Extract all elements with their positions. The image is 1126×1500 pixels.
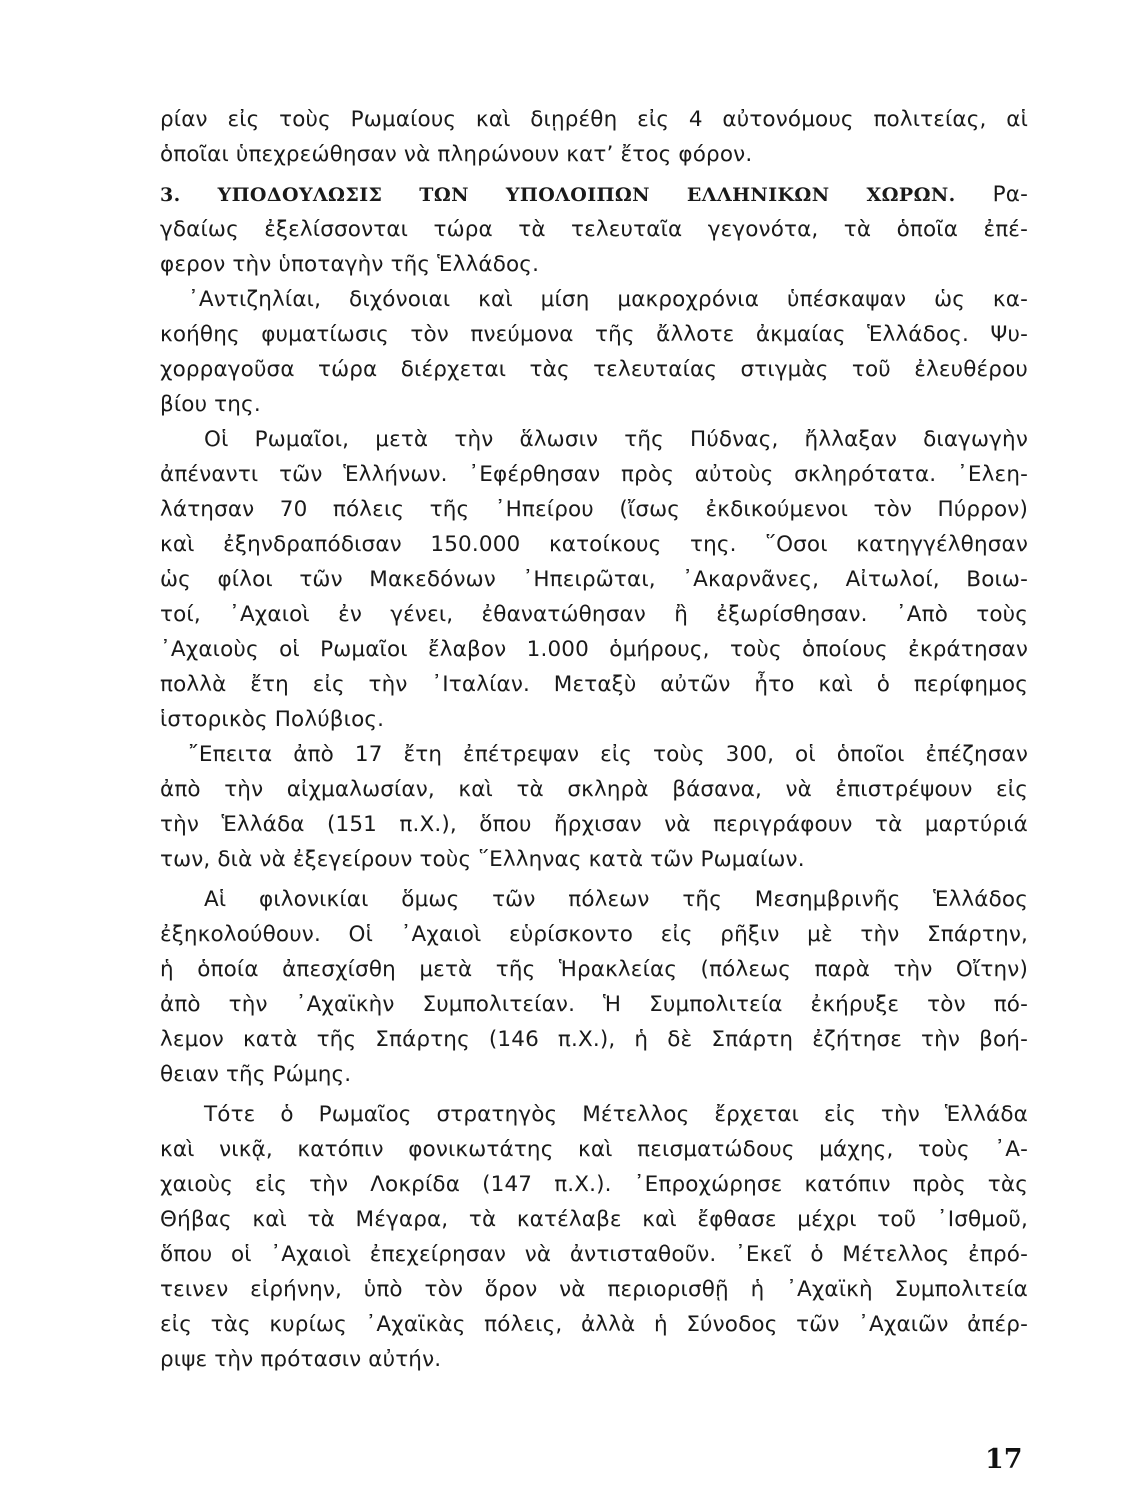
text-line: των, διὰ νὰ ἐξεγείρουν τοὺς ῞Ελληνας κατὰ τῶν Ρωμαίων. — [160, 847, 805, 872]
text-line: Τότε ὁ Ρωμαῖος στρατηγὸς Μέτελλος ἔρχεται εἰς τὴν Ἑλλάδα — [204, 1102, 1028, 1127]
section-heading: 3. ΥΠΟΔΟΥΛΩΣΙΣ ΤΩΝ ΥΠΟΛΟΙΠΩΝ ΕΛΛΗΝΙΚΩΝ ΧΩΡΩΝ. — [160, 184, 956, 206]
text-line: ὅπου οἱ ᾿Αχαιοὶ ἐπεχείρησαν νὰ ἀντισταθοῦν. ᾿Εκεῖ ὁ Μέτελλος ἐπρό- — [160, 1242, 1028, 1267]
text-line: λεμον κατὰ τῆς Σπάρτης (146 π.Χ.), ἡ δὲ Σπάρτη ἐζήτησε τὴν βοή- — [160, 1027, 1028, 1052]
text-line: βίου της. — [160, 392, 261, 417]
text-line: φερον τὴν ὑποταγὴν τῆς Ἑλλάδος. — [160, 252, 540, 277]
text-line: Ρα- — [992, 182, 1028, 207]
text-line: ὁποῖαι ὑπεχρεώθησαν νὰ πληρώνουν κατ’ ἔτος φόρον. — [160, 142, 753, 167]
text-line: λάτησαν 70 πόλεις τῆς ᾿Ηπείρου (ἴσως ἐκδικούμενοι τὸν Πύρρον) — [160, 497, 1028, 522]
text-line: καὶ νικᾷ, κατόπιν φονικωτάτης καὶ πεισματώδους μάχης, τοὺς ᾿Α- — [160, 1137, 1028, 1162]
text-line: ῎Επειτα ἀπὸ 17 ἔτη ἐπέτρεψαν εἰς τοὺς 300, οἱ ὁποῖοι ἐπέζησαν — [188, 742, 1028, 767]
section-3 — [160, 177, 1028, 282]
paragraph-5 — [160, 882, 1028, 1092]
paragraph-2 — [160, 282, 1028, 422]
text-line: Αἱ φιλονικίαι ὅμως τῶν πόλεων τῆς Μεσημβρινῆς Ἑλλάδος — [204, 887, 1028, 912]
text-line: τὴν Ἑλλάδα (151 π.Χ.), ὅπου ἤρχισαν νὰ περιγράφουν τὰ μαρτύριά — [160, 812, 1028, 837]
text-line: εἰς τὰς κυρίως ᾿Αχαϊκὰς πόλεις, ἀλλὰ ἡ Σύνοδος τῶν ᾿Αχαιῶν ἀπέρ- — [160, 1312, 1028, 1337]
paragraph-6 — [160, 1097, 1028, 1377]
text-line: τεινεν εἰρήνην, ὑπὸ τὸν ὅρον νὰ περιορισθῇ ἡ ᾿Αχαϊκὴ Συμπολιτεία — [160, 1277, 1028, 1302]
text-line: ᾿Αχαιοὺς οἱ Ρωμαῖοι ἔλαβον 1.000 ὁμήρους, τοὺς ὁποίους ἐκράτησαν — [160, 637, 1028, 662]
text-line: ὡς φίλοι τῶν Μακεδόνων ᾿Ηπειρῶται, ᾿Ακαρνᾶνες, Αἰτωλοί, Βοιω- — [160, 567, 1028, 592]
text-line: πολλὰ ἔτη εἰς τὴν ᾿Ιταλίαν. Μεταξὺ αὐτῶν ἦτο καὶ ὁ περίφημος — [160, 672, 1028, 697]
text-line: κοήθης φυματίωσις τὸν πνεύμονα τῆς ἄλλοτε ἀκμαίας Ἑλλάδος. Ψυ- — [160, 322, 1028, 347]
text-line: ἀπὸ τὴν ᾿Αχαϊκὴν Συμπολιτείαν. Ἡ Συμπολιτεία ἐκήρυξε τὸν πό- — [160, 992, 1028, 1017]
text-line: ἀπὸ τὴν αἰχμαλωσίαν, καὶ τὰ σκληρὰ βάσανα, νὰ ἐπιστρέψουν εἰς — [160, 777, 1028, 802]
text-line: καὶ ἐξηνδραπόδισαν 150.000 κατοίκους της. ῞Οσοι κατηγγέλθησαν — [160, 532, 1028, 557]
text-line: χαιοὺς εἰς τὴν Λοκρίδα (147 π.Χ.). ᾿Επροχώρησε κατόπιν πρὸς τὰς — [160, 1172, 1028, 1197]
text-line: ρίαν εἰς τοὺς Ρωμαίους καὶ διῃρέθη εἰς 4 αὐτονόμους πολιτείας, αἱ — [160, 107, 1028, 132]
text-line: χορραγοῦσα τώρα διέρχεται τὰς τελευταίας στιγμὰς τοῦ ἐλευθέρου — [160, 357, 1028, 382]
text-line: τοί, ᾿Αχαιοὶ ἐν γένει, ἐθανατώθησαν ἢ ἐξωρίσθησαν. ᾿Απὸ τοὺς — [160, 602, 1028, 627]
text-line: ριψε τὴν πρότασιν αὐτήν. — [160, 1347, 442, 1372]
text-line: Θήβας καὶ τὰ Μέγαρα, τὰ κατέλαβε καὶ ἔφθασε μέχρι τοῦ ᾿Ισθμοῦ, — [160, 1207, 1028, 1232]
paragraph-3 — [160, 422, 1028, 737]
text-line: γδαίως ἐξελίσσονται τώρα τὰ τελευταῖα γεγονότα, τὰ ὁποῖα ἐπέ- — [160, 217, 1028, 242]
section-heading-line — [160, 177, 1028, 212]
text-line: ἡ ὁποία ἀπεσχίσθη μετὰ τῆς Ἡρακλείας (πόλεως παρὰ τὴν Οἴτην) — [160, 957, 1028, 982]
text-line: θειαν τῆς Ρώμης. — [160, 1062, 352, 1087]
paragraph-4 — [160, 737, 1028, 877]
text-line: ἱστορικὸς Πολύβιος. — [160, 707, 385, 732]
paragraph-continuation — [160, 102, 1028, 172]
page-body — [160, 102, 1028, 1377]
page-number: 17 — [985, 1444, 1023, 1475]
text-line: ἐξηκολούθουν. Οἱ ᾿Αχαιοὶ εὑρίσκοντο εἰς ρῆξιν μὲ τὴν Σπάρτην, — [160, 922, 1028, 947]
text-line: Οἱ Ρωμαῖοι, μετὰ τὴν ἅλωσιν τῆς Πύδνας, ἤλλαξαν διαγωγὴν — [204, 427, 1028, 452]
text-line: ᾿Αντιζηλίαι, διχόνοιαι καὶ μίση μακροχρόνια ὑπέσκαψαν ὡς κα- — [188, 287, 1028, 312]
text-line: ἀπέναντι τῶν Ἑλλήνων. ᾿Εφέρθησαν πρὸς αὐτοὺς σκληρότατα. ᾿Ελεη- — [160, 462, 1028, 487]
